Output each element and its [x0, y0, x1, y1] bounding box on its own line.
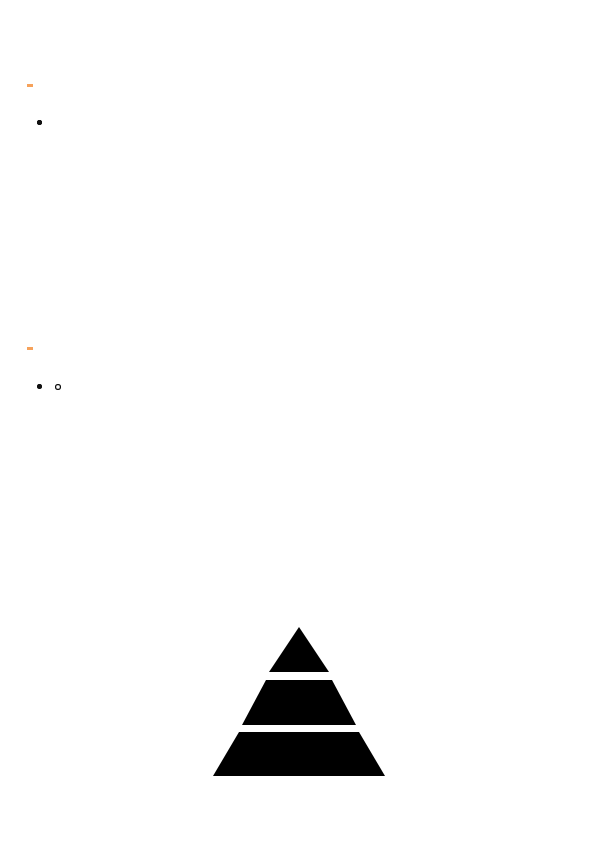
section-heading-cretense — [27, 84, 33, 87]
section-heading-micenicos — [27, 347, 33, 350]
pyramid-tier-middle — [242, 680, 356, 725]
pyramid-tier-top — [269, 627, 329, 672]
pyramid-tier-bottom — [213, 732, 385, 776]
social-pyramid-diagram — [211, 624, 387, 778]
